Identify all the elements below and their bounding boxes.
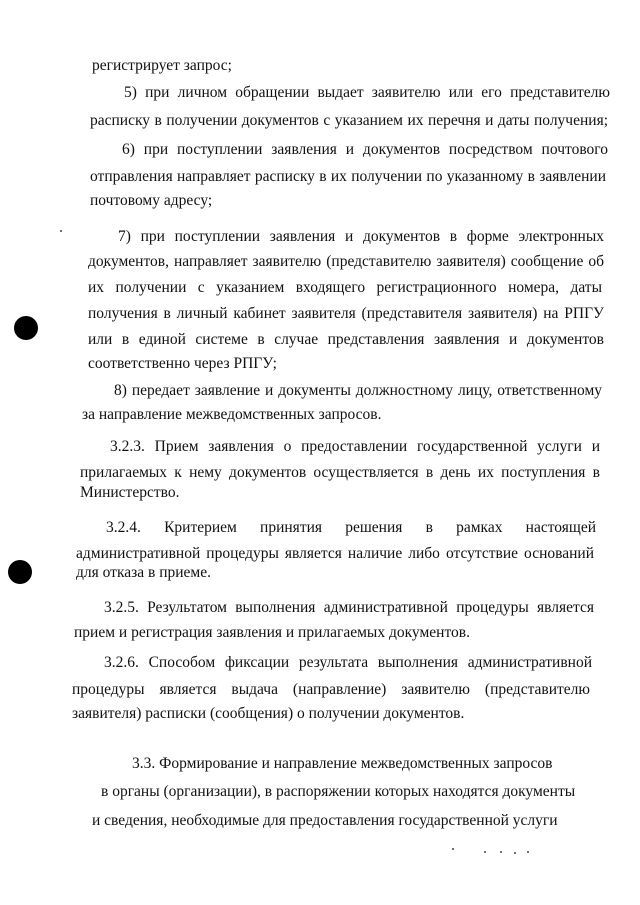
section-heading-line: в органы (организации), в распоряжении которых находятся документы bbox=[101, 783, 576, 800]
scan-speck bbox=[484, 851, 486, 853]
text-line: 3.2.3. Прием заявления о предоставлении государственной услуги и bbox=[110, 438, 600, 455]
text-line: прилагаемых к нему документов осуществляется в день их поступления в bbox=[80, 464, 600, 481]
text-line: регистрирует запрос; bbox=[92, 57, 232, 74]
punch-hole-top bbox=[14, 316, 38, 340]
text-line: 6) при поступлении заявления и документов посредством почтового bbox=[122, 141, 608, 158]
punch-hole-bottom bbox=[8, 560, 32, 584]
text-line: за направление межведомственных запросов. bbox=[82, 406, 382, 423]
text-line: их получении с указанием входящего регистрационного номера, даты bbox=[88, 279, 602, 296]
section-heading-line: 3.3. Формирование и направление межведомственных запросов bbox=[132, 755, 553, 772]
scan-speck bbox=[500, 851, 502, 853]
text-line: 5) при личном обращении выдает заявителю или его представителю bbox=[124, 84, 610, 101]
text-line: расписку в получении документов с указанием их перечня и даты получения; bbox=[90, 112, 608, 129]
text-line: для отказа в приеме. bbox=[76, 564, 211, 581]
text-line: получения в личный кабинет заявителя (представителя заявителя) на РПГУ bbox=[88, 305, 604, 322]
text-line: административной процедуры является наличие либо отсутствие оснований bbox=[76, 545, 594, 562]
text-line: процедуры является выдача (направление) заявителю (представителю bbox=[72, 681, 590, 698]
text-line: 3.2.5. Результатом выполнения административной процедуры является bbox=[104, 599, 594, 616]
text-line: соответственно через РПГУ; bbox=[88, 355, 277, 372]
scan-speck bbox=[514, 852, 516, 854]
text-line: Министерство. bbox=[80, 484, 180, 501]
text-line: отправления направляет расписку в их получении по указанному в заявлении bbox=[90, 168, 606, 185]
scan-speck bbox=[527, 851, 529, 853]
text-line: документов, направляет заявителю (представителю заявителя) сообщение об bbox=[88, 253, 604, 270]
text-line: почтовому адресу; bbox=[90, 192, 213, 209]
scan-speck bbox=[452, 848, 454, 850]
text-line: 8) передает заявление и документы должностному лицу, ответственному bbox=[114, 382, 602, 399]
text-line: или в единой системе в случае представления заявления и документов bbox=[88, 331, 604, 348]
text-line: 3.2.6. Способом фиксации результата выполнения административной bbox=[104, 654, 592, 671]
text-line: прием и регистрация заявления и прилагаемых документов. bbox=[74, 624, 470, 641]
text-line: 7) при поступлении заявления и документов в форме электронных bbox=[118, 228, 604, 245]
section-heading-line: и сведения, необходимые для предоставления государственной услуги bbox=[92, 812, 558, 829]
scan-speck bbox=[60, 230, 62, 232]
text-line: 3.2.4. Критерием принятия решения в рамках настоящей bbox=[106, 519, 596, 536]
text-line: заявителя) расписки (сообщения) о получении документов. bbox=[72, 705, 465, 722]
